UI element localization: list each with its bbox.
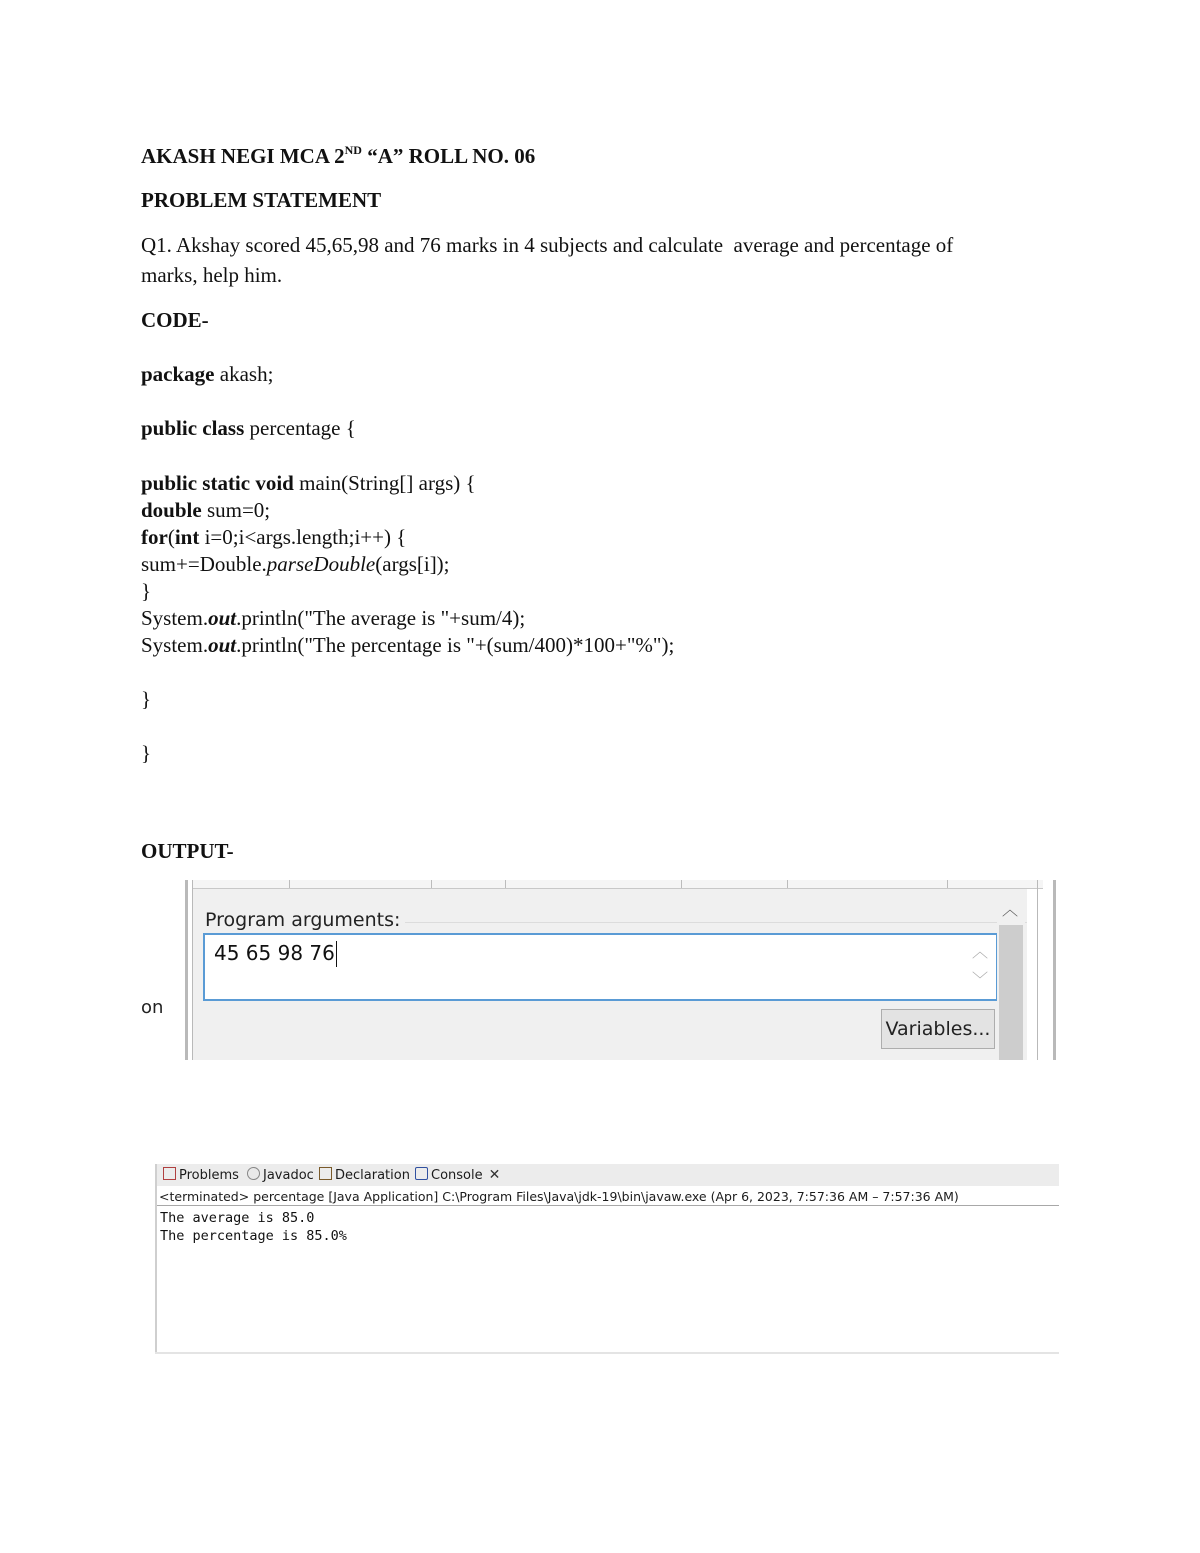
output-heading: OUTPUT- [141, 839, 234, 863]
code-line-class-close: } [141, 741, 152, 765]
arguments-panel [193, 889, 1027, 1060]
code-line-main-close: } [141, 687, 152, 711]
code-line-print-average: System.out.println("The average is "+sum/4); [141, 606, 526, 630]
window-frame-right [1053, 880, 1056, 1060]
console-tab-bar [157, 1164, 1059, 1186]
code-line-package: package akash; [141, 362, 274, 386]
variables-button[interactable]: Variables... [881, 1009, 995, 1049]
run-config-screenshot [141, 880, 1059, 1060]
window-frame-right-inner [1037, 880, 1038, 1060]
program-arguments-value: 45 65 98 76 [214, 941, 335, 965]
tab-javadoc[interactable]: Javadoc [247, 1167, 314, 1183]
group-separator [405, 922, 1027, 923]
code-line-class: public class percentage { [141, 416, 356, 440]
console-output-line: The percentage is 85.0% [160, 1228, 347, 1244]
code-heading: CODE- [141, 308, 209, 332]
scrollbar-thumb[interactable] [999, 925, 1023, 1060]
problem-text-line-2: marks, help him. [141, 263, 283, 287]
chevron-down-icon[interactable]: ﹀ [971, 970, 988, 989]
cropped-side-text: on [141, 997, 164, 1018]
close-icon[interactable]: ✕ [488, 1167, 501, 1183]
cropped-tab-strip [193, 880, 1043, 889]
window-frame-left [185, 880, 188, 1060]
problems-icon [163, 1167, 176, 1180]
declaration-icon [319, 1167, 332, 1180]
tab-console[interactable]: Console ✕ [415, 1167, 500, 1183]
code-line-sum: sum+=Double.parseDouble(args[i]); [141, 552, 450, 576]
code-line-for: for(int i=0;i<args.length;i++) { [141, 525, 407, 549]
tab-declaration[interactable]: Declaration [319, 1167, 410, 1183]
program-arguments-input[interactable] [203, 933, 998, 1001]
console-output-line: The average is 85.0 [160, 1210, 315, 1226]
chevron-up-icon[interactable]: ︿ [971, 942, 988, 961]
code-line-main: public static void main(String[] args) { [141, 471, 476, 495]
text-caret [336, 941, 337, 967]
code-line-for-close: } [141, 579, 152, 603]
console-status-line: <terminated> percentage [Java Application] C:\Program Files\Java\jdk-19\bin\javaw.exe (Apr 6, 2023, 7:57:36 AM – 7:57:36 AM) [159, 1189, 959, 1204]
console-screenshot [155, 1164, 1059, 1354]
javadoc-icon [247, 1167, 260, 1180]
scroll-up-arrow-icon[interactable]: ︿ [1002, 900, 1019, 919]
vertical-scrollbar[interactable] [997, 889, 1025, 1060]
page-title: AKASH NEGI MCA 2ND “A” ROLL NO. 06 [141, 143, 536, 168]
console-icon [415, 1167, 428, 1180]
problem-text-line-1: Q1. Akshay scored 45,65,98 and 76 marks in 4 subjects and calculate average and percentage of [141, 233, 954, 257]
code-line-double: double sum=0; [141, 498, 271, 522]
problem-heading: PROBLEM STATEMENT [141, 188, 382, 212]
code-line-print-percentage: System.out.println("The percentage is "+(sum/400)*100+"%"); [141, 633, 675, 657]
program-arguments-label: Program arguments: [205, 909, 401, 931]
tab-problems[interactable]: Problems [163, 1167, 239, 1183]
